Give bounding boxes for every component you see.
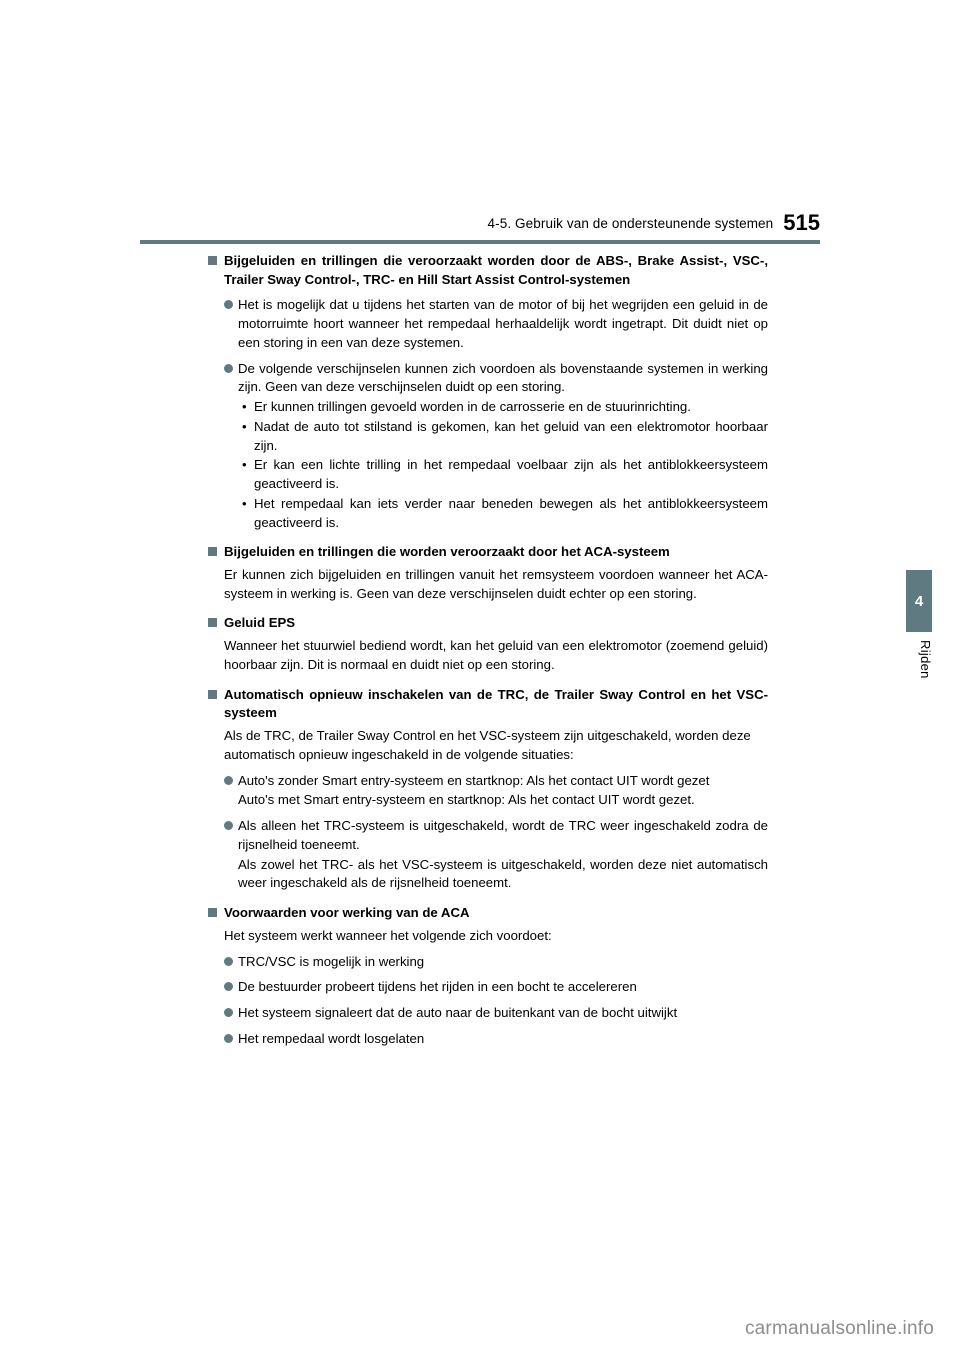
list-item: [208, 817, 768, 854]
list-item-continuation: [208, 856, 768, 893]
round-bullet-icon: [224, 982, 233, 991]
sub-list-item: [208, 495, 768, 532]
round-bullet-icon: [224, 1034, 233, 1043]
chapter-tab: [906, 570, 932, 632]
dot-bullet-icon: •: [242, 418, 247, 434]
heading-text: Bijgeluiden en trillingen die veroorzaakt worden door de ABS-, Brake Assist-, VSC-, Trailer Sway Control-, TRC- en Hill Start Assist Control-systemen: [224, 253, 768, 287]
sub-list-item-text: Er kan een lichte trilling in het rempedaal voelbaar zijn als het antiblokkeersysteem geactiveerd is.: [254, 457, 768, 492]
list-item: [208, 1004, 768, 1023]
heading-text: Geluid EPS: [224, 615, 296, 631]
list-item-text: Het systeem signaleert dat de auto naar de buitenkant van de bocht uitwijkt: [238, 1004, 678, 1020]
paragraph: Als de TRC, de Trailer Sway Control en het VSC-systeem zijn uitgeschakeld, worden deze automatisch opnieuw ingeschakeld in de volgende situaties:: [224, 728, 751, 762]
square-bullet-icon: [208, 547, 217, 556]
round-bullet-icon: [224, 821, 233, 830]
list-item-text: Het is mogelijk dat u tijdens het starten van de motor of bij het wegrijden een geluid in de motorruimte hoort wanneer het rempedaal herhaaldelijk wordt ingetrapt. Dit duidt niet op een storing in een van deze systemen.: [238, 297, 768, 350]
round-bullet-icon: [224, 300, 233, 309]
sub-list-item-text: Het rempedaal kan iets verder naar beneden bewegen als het antiblokkeersysteem geactiveerd is.: [254, 495, 768, 530]
list-item: [208, 772, 768, 791]
list-item-text: Auto's zonder Smart entry-systeem en startknop: Als het contact UIT wordt gezet: [238, 772, 710, 788]
section-heading: [208, 904, 768, 923]
page-content: [208, 252, 768, 1048]
dot-bullet-icon: •: [242, 399, 247, 415]
page-header: [140, 212, 820, 234]
list-item-text: Het rempedaal wordt losgelaten: [238, 1030, 425, 1046]
square-bullet-icon: [208, 618, 217, 627]
chapter-label: Rijden: [918, 640, 933, 679]
sub-list-item-text: Er kunnen trillingen gevoeld worden in de carrosserie en de stuurinrichting.: [254, 399, 691, 415]
sub-list-item-text: Nadat de auto tot stilstand is gekomen, kan het geluid van een elektromotor hoorbaar zijn.: [254, 418, 768, 453]
dot-bullet-icon: •: [242, 495, 247, 511]
section-title: 4-5. Gebruik van de ondersteunende systemen: [487, 216, 774, 231]
list-item: [208, 978, 768, 997]
list-item-text: TRC/VSC is mogelijk in werking: [238, 953, 425, 969]
sub-list-item: [208, 418, 768, 455]
list-item: [208, 1030, 768, 1049]
list-item-text: De bestuurder probeert tijdens het rijden in een bocht te accelereren: [238, 979, 637, 995]
list-item: [208, 360, 768, 397]
heading-text: Automatisch opnieuw inschakelen van de TRC, de Trailer Sway Control en het VSC-systeem: [224, 686, 768, 721]
sub-list-item: [208, 456, 768, 493]
chapter-number: 4: [914, 592, 924, 610]
list-item-text: Als zowel het TRC- als het VSC-systeem is uitgeschakeld, worden deze niet automatisch weer ingeschakeld als de rijsnelheid toeneemt.: [238, 856, 768, 891]
heading-text: Bijgeluiden en trillingen die worden veroorzaakt door het ACA-systeem: [224, 544, 670, 560]
list-item-text: Auto's met Smart entry-systeem en startknop: Als het contact UIT wordt gezet.: [238, 792, 695, 808]
section-heading: [208, 686, 768, 723]
watermark: carmanualsonline.info: [744, 1318, 934, 1339]
list-item-continuation: [208, 791, 768, 810]
list-item-text: Als alleen het TRC-systeem is uitgeschakeld, wordt de TRC weer ingeschakeld zodra de rijsnelheid toeneemt.: [238, 818, 768, 852]
list-item-text: De volgende verschijnselen kunnen zich voordoen als bovenstaande systemen in werking zijn. Geen van deze verschijnselen duidt op een storing.: [238, 360, 768, 395]
list-item: [208, 296, 768, 352]
dot-bullet-icon: •: [242, 457, 247, 473]
sub-list-item: [208, 398, 768, 417]
round-bullet-icon: [224, 776, 233, 785]
square-bullet-icon: [208, 690, 217, 699]
paragraph: Het systeem werkt wanneer het volgende zich voordoet:: [224, 927, 552, 943]
section-heading: [208, 252, 768, 289]
header-divider: [140, 240, 820, 244]
round-bullet-icon: [224, 957, 233, 966]
square-bullet-icon: [208, 256, 217, 265]
round-bullet-icon: [224, 364, 233, 373]
square-bullet-icon: [208, 908, 217, 917]
section-heading: [208, 543, 768, 562]
section-heading: [208, 614, 768, 633]
paragraph: Wanneer het stuurwiel bediend wordt, kan het geluid van een elektromotor (zoemend geluid) hoorbaar zijn. Dit is normaal en duidt niet op een storing.: [224, 638, 768, 672]
heading-text: Voorwaarden voor werking van de ACA: [224, 905, 470, 921]
paragraph: Er kunnen zich bijgeluiden en trillingen vanuit het remsysteem voordoen wanneer het ACA-systeem in werking is. Geen van deze verschijnselen duidt echter op een storing.: [224, 567, 768, 601]
list-item: [208, 953, 768, 972]
page-number: 515: [783, 210, 820, 235]
round-bullet-icon: [224, 1008, 233, 1017]
